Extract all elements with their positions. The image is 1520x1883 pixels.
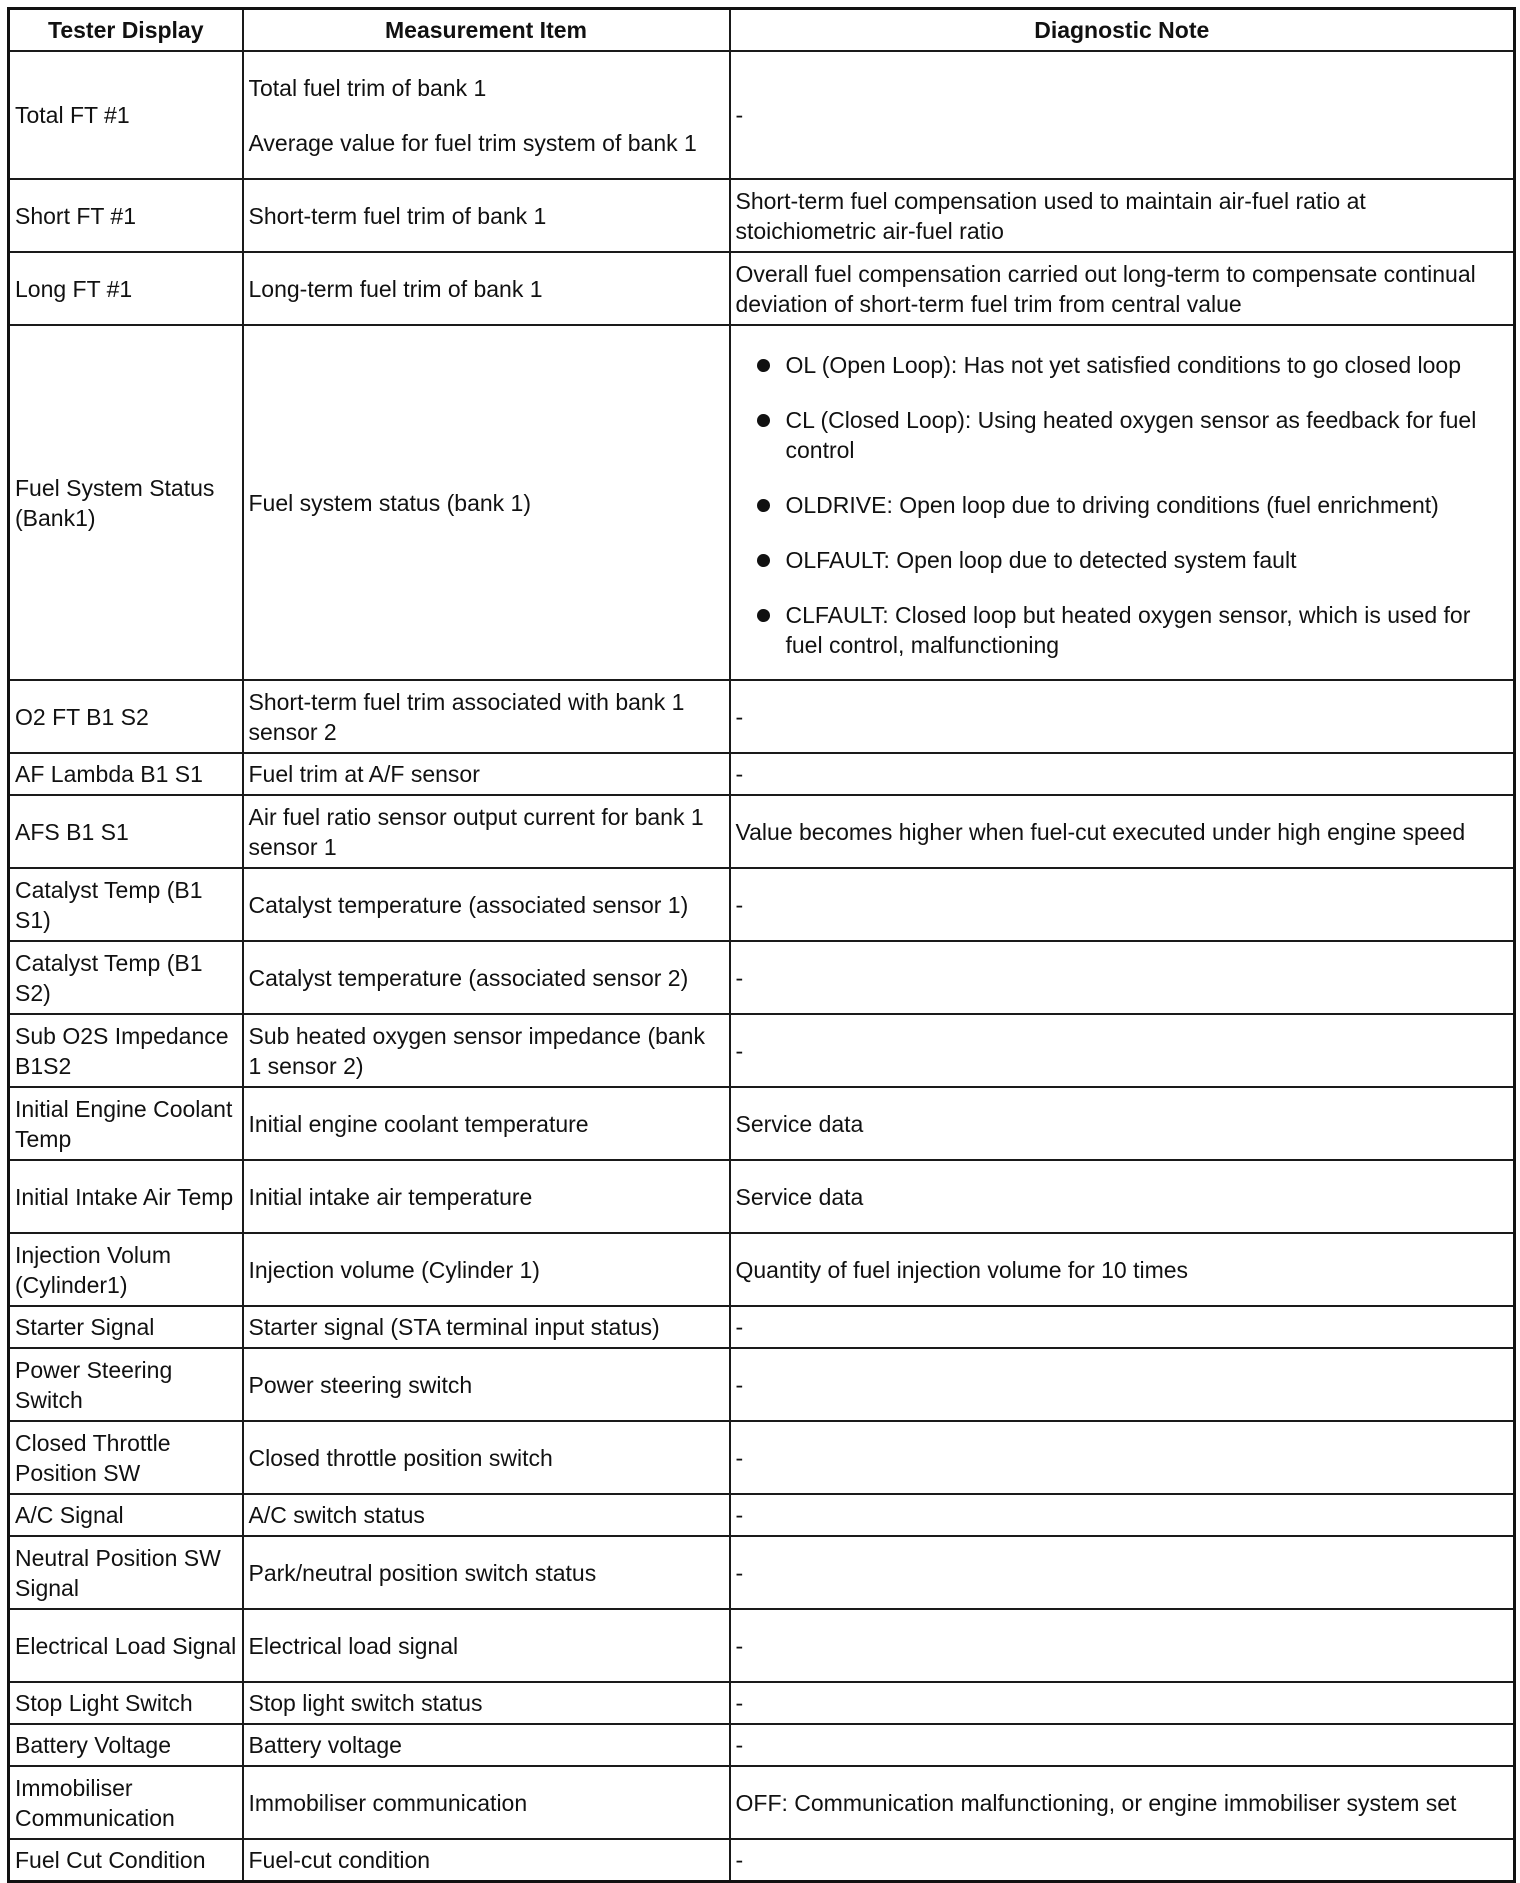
cell-diagnostic-note: - <box>730 1609 1515 1682</box>
cell-tester-display: Electrical Load Signal <box>9 1609 243 1682</box>
table-row <box>9 868 1515 941</box>
cell-tester-display: Closed Throttle Position SW <box>9 1421 243 1494</box>
cell-diagnostic-note: - <box>730 51 1515 179</box>
header-tester-display: Tester Display <box>9 9 243 52</box>
cell-diagnostic-note: - <box>730 1494 1515 1536</box>
cell-diagnostic-note: - <box>730 1839 1515 1881</box>
cell-measurement-item <box>243 51 730 179</box>
cell-measurement-item: Park/neutral position switch status <box>243 1536 730 1609</box>
cell-measurement-item: Fuel system status (bank 1) <box>243 325 730 680</box>
bullet-dot-icon <box>757 609 770 622</box>
table-row <box>9 1160 1515 1233</box>
status-bullet-text: OLDRIVE: Open loop due to driving conditions (fuel enrichment) <box>785 491 1439 518</box>
cell-diagnostic-note: OFF: Communication malfunctioning, or engine immobiliser system set <box>730 1766 1515 1839</box>
cell-diagnostic-note: Short-term fuel compensation used to maintain air-fuel ratio at stoichiometric air-fuel ratio <box>730 179 1515 252</box>
bullet-dot-icon <box>757 554 770 567</box>
cell-measurement-item: Fuel-cut condition <box>243 1839 730 1881</box>
cell-tester-display: AFS B1 S1 <box>9 795 243 868</box>
status-bullet-list <box>736 350 1509 660</box>
table-row <box>9 1839 1515 1881</box>
status-bullet-text: CL (Closed Loop): Using heated oxygen sensor as feedback for fuel control <box>785 406 1477 463</box>
status-bullet-item <box>736 545 1509 575</box>
table-row <box>9 795 1515 868</box>
cell-tester-display: Initial Engine Coolant Temp <box>9 1087 243 1160</box>
cell-tester-display: Total FT #1 <box>9 51 243 179</box>
cell-measurement-item: Power steering switch <box>243 1348 730 1421</box>
cell-tester-display: Long FT #1 <box>9 252 243 325</box>
status-bullet-item <box>736 405 1509 465</box>
cell-tester-display: AF Lambda B1 S1 <box>9 753 243 795</box>
cell-diagnostic-note: - <box>730 1421 1515 1494</box>
cell-measurement-item: Initial engine coolant temperature <box>243 1087 730 1160</box>
bullet-dot-icon <box>757 414 770 427</box>
data-list-table <box>7 7 1516 1883</box>
table-row <box>9 1766 1515 1839</box>
cell-diagnostic-note <box>730 325 1515 680</box>
table-row <box>9 1536 1515 1609</box>
cell-diagnostic-note: - <box>730 868 1515 941</box>
bullet-dot-icon <box>757 359 770 372</box>
cell-tester-display: Sub O2S Impedance B1S2 <box>9 1014 243 1087</box>
cell-tester-display: O2 FT B1 S2 <box>9 680 243 753</box>
cell-tester-display: Catalyst Temp (B1 S2) <box>9 941 243 1014</box>
cell-measurement-item: Battery voltage <box>243 1724 730 1766</box>
table-row <box>9 1421 1515 1494</box>
cell-tester-display: Short FT #1 <box>9 179 243 252</box>
table-row <box>9 1306 1515 1348</box>
cell-diagnostic-note: Overall fuel compensation carried out long-term to compensate continual deviation of short-term fuel trim from central value <box>730 252 1515 325</box>
cell-diagnostic-note: Service data <box>730 1160 1515 1233</box>
cell-measurement-item: Short-term fuel trim associated with bank 1 sensor 2 <box>243 680 730 753</box>
cell-diagnostic-note: - <box>730 1536 1515 1609</box>
table-header-row <box>9 9 1515 52</box>
cell-diagnostic-note: - <box>730 1348 1515 1421</box>
cell-measurement-item: Long-term fuel trim of bank 1 <box>243 252 730 325</box>
table-row <box>9 179 1515 252</box>
status-bullet-item <box>736 600 1509 660</box>
cell-measurement-item: Fuel trim at A/F sensor <box>243 753 730 795</box>
cell-diagnostic-note: Service data <box>730 1087 1515 1160</box>
table-row <box>9 1014 1515 1087</box>
cell-measurement-item: Sub heated oxygen sensor impedance (bank 1 sensor 2) <box>243 1014 730 1087</box>
cell-tester-display: Fuel Cut Condition <box>9 1839 243 1881</box>
table-row <box>9 1609 1515 1682</box>
table-row <box>9 325 1515 680</box>
cell-tester-display: A/C Signal <box>9 1494 243 1536</box>
cell-tester-display: Starter Signal <box>9 1306 243 1348</box>
cell-measurement-item: Stop light switch status <box>243 1682 730 1724</box>
status-bullet-item <box>736 350 1509 380</box>
cell-diagnostic-note: - <box>730 1014 1515 1087</box>
table-row <box>9 51 1515 179</box>
table-row <box>9 1087 1515 1160</box>
measurement-item-paragraph: Average value for fuel trim system of bank 1 <box>248 129 697 156</box>
cell-diagnostic-note: - <box>730 680 1515 753</box>
cell-diagnostic-note: - <box>730 1724 1515 1766</box>
cell-diagnostic-note: Value becomes higher when fuel-cut executed under high engine speed <box>730 795 1515 868</box>
cell-measurement-item: Initial intake air temperature <box>243 1160 730 1233</box>
cell-tester-display: Injection Volum (Cylinder1) <box>9 1233 243 1306</box>
table-row <box>9 1348 1515 1421</box>
cell-tester-display: Battery Voltage <box>9 1724 243 1766</box>
cell-diagnostic-note: Quantity of fuel injection volume for 10 times <box>730 1233 1515 1306</box>
table-row <box>9 1724 1515 1766</box>
cell-tester-display: Immobiliser Communication <box>9 1766 243 1839</box>
cell-measurement-item: Air fuel ratio sensor output current for bank 1 sensor 1 <box>243 795 730 868</box>
table-row <box>9 753 1515 795</box>
cell-tester-display: Fuel System Status (Bank1) <box>9 325 243 680</box>
cell-measurement-item: Starter signal (STA terminal input status) <box>243 1306 730 1348</box>
cell-diagnostic-note: - <box>730 1682 1515 1724</box>
cell-measurement-item: Electrical load signal <box>243 1609 730 1682</box>
cell-tester-display: Neutral Position SW Signal <box>9 1536 243 1609</box>
cell-diagnostic-note: - <box>730 753 1515 795</box>
table-row <box>9 1233 1515 1306</box>
table-row <box>9 1682 1515 1724</box>
table-body <box>9 51 1515 1881</box>
table-row <box>9 941 1515 1014</box>
header-measurement-item: Measurement Item <box>243 9 730 52</box>
cell-measurement-item: Short-term fuel trim of bank 1 <box>243 179 730 252</box>
status-bullet-text: OL (Open Loop): Has not yet satisfied conditions to go closed loop <box>785 351 1461 378</box>
bullet-dot-icon <box>757 499 770 512</box>
cell-measurement-item: Catalyst temperature (associated sensor 1) <box>243 868 730 941</box>
cell-measurement-item: Injection volume (Cylinder 1) <box>243 1233 730 1306</box>
cell-measurement-item: Catalyst temperature (associated sensor 2) <box>243 941 730 1014</box>
cell-tester-display: Power Steering Switch <box>9 1348 243 1421</box>
measurement-item-paragraph: Total fuel trim of bank 1 <box>248 74 487 101</box>
cell-diagnostic-note: - <box>730 941 1515 1014</box>
status-bullet-text: OLFAULT: Open loop due to detected system fault <box>785 546 1297 573</box>
cell-tester-display: Stop Light Switch <box>9 1682 243 1724</box>
cell-diagnostic-note: - <box>730 1306 1515 1348</box>
cell-measurement-item: Closed throttle position switch <box>243 1421 730 1494</box>
data-list-table-container <box>7 7 1516 1883</box>
cell-tester-display: Initial Intake Air Temp <box>9 1160 243 1233</box>
cell-tester-display: Catalyst Temp (B1 S1) <box>9 868 243 941</box>
table-row <box>9 1494 1515 1536</box>
status-bullet-item <box>736 490 1509 520</box>
cell-measurement-item: Immobiliser communication <box>243 1766 730 1839</box>
header-diagnostic-note: Diagnostic Note <box>730 9 1515 52</box>
table-row <box>9 252 1515 325</box>
cell-measurement-item: A/C switch status <box>243 1494 730 1536</box>
status-bullet-text: CLFAULT: Closed loop but heated oxygen sensor, which is used for fuel control, malfunctioning <box>785 601 1471 658</box>
table-row <box>9 680 1515 753</box>
